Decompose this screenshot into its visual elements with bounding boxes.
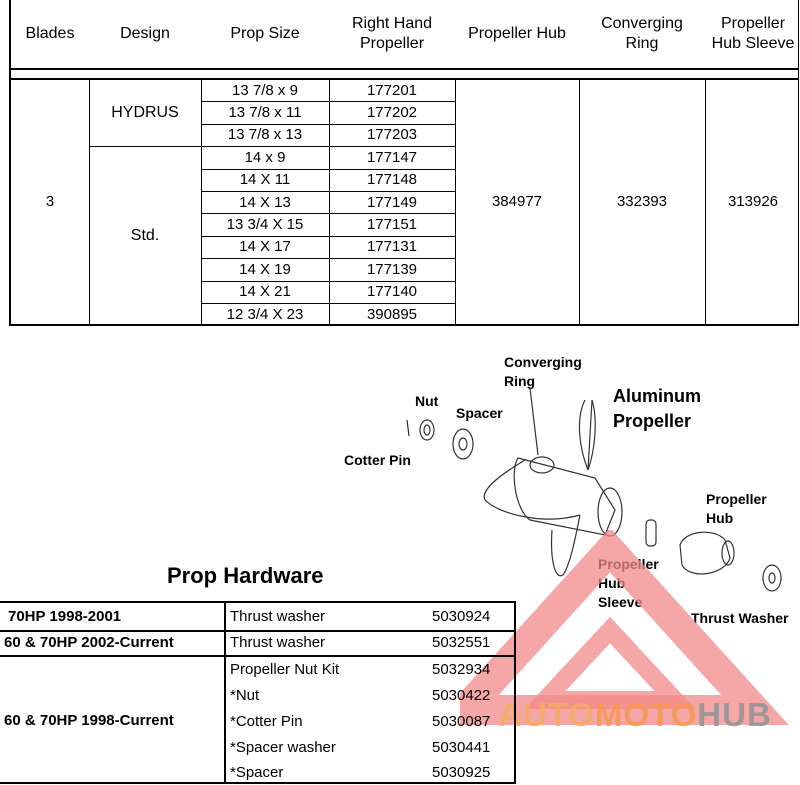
right-hand-part-cell: 177139: [366, 260, 418, 278]
spacer-shape: [453, 429, 473, 459]
right-hand-part-cell: 177147: [366, 148, 418, 166]
header-rule-top: [11, 68, 798, 70]
prop-size-cell: 14 X 21: [239, 283, 291, 301]
watermark-moto: MOTO: [594, 696, 698, 733]
label-cotter-pin: Cotter Pin: [344, 452, 411, 468]
header-design: [89, 0, 201, 68]
prop-size-cell: 13 7/8 x 9: [232, 81, 298, 99]
header-right-hand-propeller: [329, 0, 455, 68]
prop-size-cell: 14 X 13: [239, 193, 291, 211]
header-converging-ring: [579, 0, 705, 68]
label-ring: Ring: [504, 373, 536, 389]
header-converging-line1: Converging: [601, 15, 683, 32]
prop-size-cell: 13 3/4 X 15: [226, 216, 304, 234]
header-blades-text: Blades: [25, 25, 75, 42]
label-propeller: Propeller: [613, 411, 692, 431]
row-divider: [201, 101, 455, 102]
watermark-hub: HUB: [697, 696, 772, 733]
propeller-hub-value: 384977: [491, 193, 543, 210]
header-propeller-hub: [455, 0, 579, 68]
header-prop-size-text: Prop Size: [230, 25, 300, 42]
right-hand-part-cell: 177148: [366, 171, 418, 189]
header-hub-sleeve: [705, 0, 800, 68]
prop-size-cell: 14 x 9: [244, 148, 286, 166]
prop-size-cell: 14 X 11: [239, 171, 291, 189]
hw-item-part: 5030422: [432, 687, 491, 704]
label-sleeve-3: Sleeve: [598, 594, 643, 610]
propeller-blade-top: [579, 400, 588, 470]
header-sleeve-line1: Propeller: [720, 15, 786, 32]
row-divider: [201, 124, 455, 125]
prop-hardware-table: [0, 601, 516, 784]
header-right-hand-line1: Right Hand: [351, 15, 433, 32]
label-converging: Converging: [504, 354, 582, 370]
hw-item-part: 5032934: [432, 661, 491, 678]
blades-value: 3: [45, 193, 55, 210]
label-thrust-washer: Thrust Washer: [691, 610, 789, 626]
row-divider: [201, 191, 455, 192]
hw-item-name: *Spacer: [230, 763, 284, 781]
label-aluminum: Aluminum: [613, 386, 701, 406]
row-divider: [201, 146, 455, 147]
hw-model-3: 60 & 70HP 1998-Current: [4, 712, 174, 729]
right-hand-part-cell: 177203: [366, 126, 418, 144]
right-hand-part-cell: 177151: [366, 216, 418, 234]
hw-item-name: Thrust washer: [230, 634, 326, 651]
design-hydrus: HYDRUS: [111, 103, 179, 121]
right-hand-part-cell: 177201: [366, 81, 418, 99]
hw-item-part: 5030924: [432, 608, 491, 625]
right-hand-part-cell: 177149: [366, 193, 418, 211]
converging-ring-value: 332393: [616, 193, 668, 210]
cotter-pin-shape: [407, 420, 409, 436]
hw-item-part: 5032551: [432, 634, 491, 651]
right-hand-part-cell: 177131: [366, 238, 418, 256]
label-nut: Nut: [415, 393, 439, 409]
header-prop-size: [201, 0, 329, 68]
hw-model-1: 70HP 1998-2001: [8, 608, 122, 625]
label-spacer: Spacer: [456, 405, 503, 421]
prop-size-cell: 12 3/4 X 23: [226, 305, 304, 323]
prop-size-cell: 13 7/8 x 11: [228, 104, 302, 122]
header-converging-line2: Ring: [625, 35, 659, 52]
row-divider: [201, 258, 455, 259]
hw-item-name: *Spacer washer: [230, 739, 336, 756]
right-hand-part-cell: 390895: [366, 305, 418, 323]
row-divider: [201, 281, 455, 282]
label-sleeve-2: Hub: [598, 575, 626, 591]
row-divider: [201, 213, 455, 214]
header-design-text: Design: [120, 25, 170, 42]
label-propeller-hub-2: Hub: [706, 510, 734, 526]
label-sleeve-1: Propeller: [598, 556, 659, 572]
header-right-hand-line2: Propeller: [359, 35, 425, 52]
right-hand-part-cell: 177140: [366, 283, 418, 301]
row-divider: [201, 303, 455, 304]
header-sleeve-line2: Hub Sleeve: [711, 35, 795, 52]
row-divider: [201, 236, 455, 237]
design-std: Std.: [130, 227, 160, 244]
prop-size-cell: 13 7/8 x 13: [227, 126, 303, 144]
label-propeller-hub-1: Propeller: [706, 491, 767, 507]
row-divider: [201, 169, 455, 170]
prop-size-cell: 14 X 19: [239, 260, 291, 278]
hub-sleeve-value: 313926: [727, 193, 779, 210]
prop-size-cell: 14 X 17: [239, 238, 291, 256]
hw-item-name: Propeller Nut Kit: [230, 661, 340, 678]
prop-hardware-title: Prop Hardware: [167, 563, 324, 588]
header-blades: [11, 0, 89, 68]
header-propeller-hub-text: Propeller Hub: [468, 25, 566, 42]
hw-item-name: *Cotter Pin: [230, 713, 303, 730]
hw-model-2: 60 & 70HP 2002-Current: [4, 634, 174, 651]
hw-item-part: 5030925: [432, 763, 491, 781]
nut-shape: [420, 420, 434, 440]
hw-item-part: 5030087: [432, 713, 491, 730]
propeller-table: [9, 0, 799, 326]
hw-item-part: 5030441: [432, 739, 491, 756]
watermark-text: [498, 696, 772, 734]
watermark-auto: AUTO: [498, 696, 595, 733]
hw-item-name: Thrust washer: [230, 608, 326, 625]
right-hand-part-cell: 177202: [366, 104, 418, 122]
hw-item-name: *Nut: [230, 687, 260, 704]
